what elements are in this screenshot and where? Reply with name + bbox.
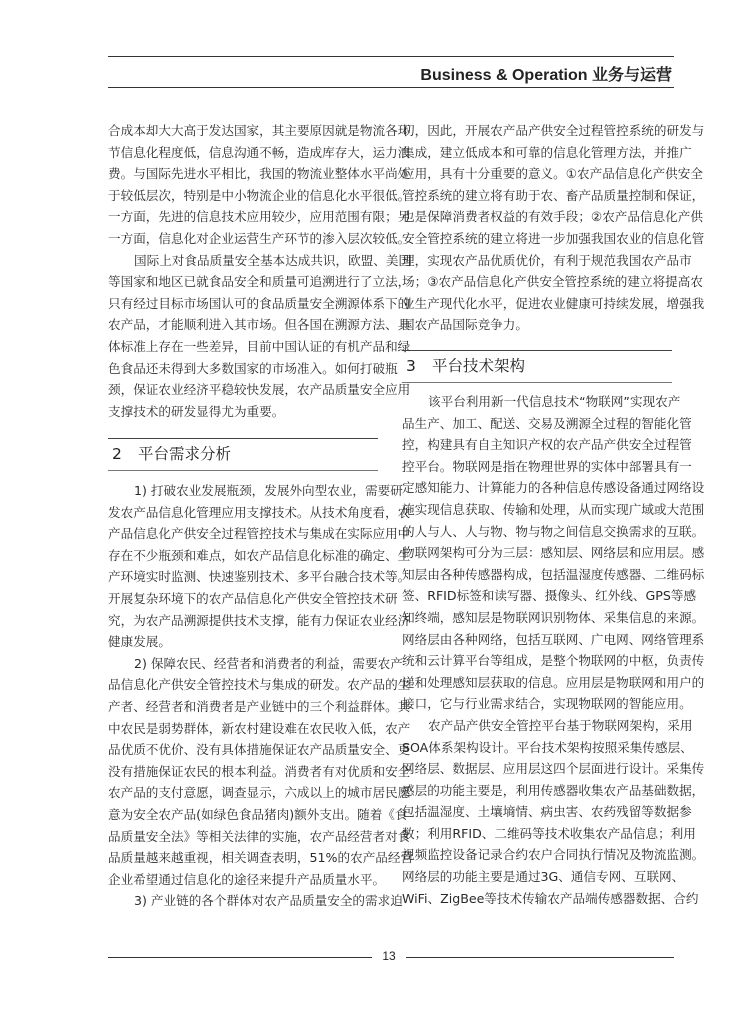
- right-column-section-body: [402, 391, 705, 909]
- text-line: 安全管控系统的建立将进一步加强我国农业的信息化管: [402, 230, 705, 246]
- paragraph: [108, 120, 411, 250]
- paragraph: [402, 542, 705, 715]
- section-bottom-rule: [402, 382, 672, 383]
- text-line: 国际上对食品质量安全基本达成共识，欧盟、美国: [134, 252, 412, 268]
- text-line: 业生产现代化水平，促进农业健康可持续发展，增强我: [402, 295, 705, 311]
- text-line: 一方面，先进的信息技术应用较少，应用范围有限；另: [108, 209, 411, 225]
- paragraph: [402, 120, 705, 336]
- text-line: 物联网架构可分为三层：感知层、网络层和应用层。感: [402, 545, 705, 561]
- text-line: 国农产品国际竞争力。: [402, 317, 528, 333]
- text-line: 的人与人、人与物、物与物之间信息交换需求的互联。: [402, 523, 705, 539]
- footer-rule-right: [406, 957, 674, 958]
- text-line: 农产品，才能顺利进入其市场。但各国在溯源方法、具: [108, 317, 411, 333]
- text-line: 接口，它与行业需求结合，实现物联网的智能应用。: [402, 696, 692, 712]
- text-line: SOA体系架构设计。平台技术架构按照采集传感层、: [402, 739, 693, 755]
- text-line: 品生产、加工、配送、交易及溯源全过程的智能化管: [402, 415, 692, 431]
- section-heading: [402, 351, 672, 382]
- header-bottom-rule: [108, 87, 674, 88]
- section-title: 平台技术架构: [432, 357, 526, 375]
- text-line: 网络层由各种网络，包括互联网、广电网、网络管理系: [402, 631, 705, 647]
- text-line: 2) 保障农民、经营者和消费者的利益，需要农产: [134, 655, 403, 671]
- text-line: 产环境实时监测、快速鉴别技术、多平台融合技术等。: [108, 569, 411, 585]
- header-top-rule: [108, 56, 674, 57]
- text-line: WiFi、ZigBee等技术传输农产品端传感器数据、合约: [402, 890, 699, 906]
- text-line: 知层由各种传感器构成，包括温湿度传感器、二维码标: [402, 566, 705, 582]
- text-line: 只有经过目标市场国认可的食品质量安全溯源体系下的: [108, 295, 411, 311]
- text-line: 集成，建立低成本和可靠的信息化管理方法，并推广: [402, 144, 692, 160]
- text-line: 定感知能力、计算能力的各种信息传感设备通过网络设: [402, 480, 705, 496]
- page-number: 13: [382, 949, 396, 963]
- text-line: 费。与国际先进水平相比，我国的物流业整体水平尚处: [108, 166, 411, 182]
- text-line: 产品信息化产供安全过程管控技术与集成在实际应用中: [108, 526, 411, 542]
- text-line: 健康发展。: [108, 634, 171, 650]
- section-2-heading: [108, 438, 378, 471]
- text-line: 产者、经营者和消费者是产业链中的三个利益群体。其: [108, 698, 411, 714]
- text-line: 意为安全农产品(如绿色食品猪肉)额外支出。随着《食: [108, 806, 408, 822]
- text-line: 开展复杂环境下的农产品信息化产供安全管控技术研: [108, 590, 398, 606]
- text-line: 控平台。物联网是指在物理世界的实体中部署具有一: [402, 458, 692, 474]
- text-line: 没有措施保证农民的根本利益。消费者有对优质和安全: [108, 763, 411, 779]
- text-line: 色食品还未得到大多数国家的市场准入。如何打破瓶: [108, 360, 398, 376]
- text-line: 中农民是弱势群体，新农村建设难在农民收入低，农产: [108, 720, 411, 736]
- text-line: 农产品的支付意愿，调查显示，六成以上的城市居民愿: [108, 785, 411, 801]
- text-line: 于较低层次，特别是中小物流企业的信息化水平很低。: [108, 187, 411, 203]
- text-line: 品质量越来越重视，相关调查表明，51%的农产品经营: [108, 850, 414, 866]
- text-line: 究，为农产品溯源提供技术支撑，能有力保证农业经济: [108, 612, 411, 628]
- paragraph: [108, 890, 403, 912]
- text-line: 节信息化程度低，信息沟通不畅，造成库存大，运力浪: [108, 144, 411, 160]
- footer-rule-left: [108, 957, 372, 958]
- paragraph: [402, 391, 705, 542]
- text-line: 体标准上存在一些差异，目前中国认证的有机产品和绿: [108, 338, 411, 354]
- text-line: 统和云计算平台等组成，是整个物联网的中枢，负责传: [402, 653, 705, 669]
- text-line: 视频监控设备记录合约农户合同执行情况及物流监测。: [402, 847, 705, 863]
- text-line: 一方面，信息化对企业运营生产环节的渗入层次较低。: [108, 230, 411, 246]
- text-line: 农产品产供安全管控平台基于物联网架构，采用: [428, 717, 693, 733]
- text-line: 管控系统的建立将有助于农、畜产品质量控制和保证，: [402, 187, 705, 203]
- text-line: 合成本却大大高于发达国家，其主要原因就是物流各环: [108, 123, 411, 138]
- text-line: 控，构建具有自主知识产权的农产品产供安全过程管: [402, 437, 692, 453]
- text-line: 支撑技术的研发显得尤为重要。: [108, 403, 285, 419]
- text-line: 存在不少瓶颈和难点，如农产品信息化标准的确定、生: [108, 547, 411, 563]
- text-line: 切，因此，开展农产品产供安全过程管控系统的研发与: [402, 123, 705, 138]
- text-line: 施实现信息获取、传输和处理，从而实现广域或大范围: [402, 501, 705, 517]
- text-line: 颈，保证农业经济平稳较快发展，农产品质量安全应用: [108, 382, 411, 398]
- text-line: 签、RFID标签和读写器、摄像头、红外线、GPS等感: [402, 588, 697, 604]
- text-line: 该平台利用新一代信息技术“物联网”实现农产: [428, 394, 681, 409]
- text-line: 应用，具有十分重要的意义。①农产品信息化产供安全: [402, 166, 703, 182]
- text-line: 包括温湿度、土壤墒情、病虫害、农药残留等数据参: [402, 804, 692, 820]
- left-column-intro: [108, 120, 412, 422]
- section-bottom-rule: [108, 470, 378, 471]
- text-line: 理，实现农产品优质优价，有利于规范我国农产品市: [402, 252, 692, 268]
- running-header-title: Business & Operation 业务与运营: [420, 67, 672, 84]
- section-title: 平台需求分析: [138, 445, 232, 463]
- text-line: 感层的功能主要是，利用传感器收集农产品基础数据，: [402, 782, 705, 798]
- text-line: 1) 打破农业发展瓶颈，发展外向型农业，需要研: [134, 483, 403, 498]
- text-line: 品信息化产供安全管控技术与集成的研发。农产品的生: [108, 677, 411, 693]
- text-line: 等国家和地区已就食品安全和质量可追溯进行了立法，: [108, 274, 411, 290]
- text-line: 品质量安全法》等相关法律的实施，农产品经营者对食: [108, 828, 411, 844]
- text-line: 发农产品信息化管理应用支撑技术。从技术角度看，农: [108, 504, 411, 520]
- paragraph: [108, 653, 414, 891]
- section-number: 2: [112, 445, 122, 463]
- left-column-section-body: [108, 480, 414, 912]
- text-line: 数；利用RFID、二维码等技术收集农产品信息；利用: [402, 825, 696, 841]
- paragraph: [402, 715, 705, 909]
- text-line: 3) 产业链的各个群体对农产品质量安全的需求迫: [134, 893, 403, 909]
- text-line: 也是保障消费者权益的有效手段；②农产品信息化产供: [402, 209, 703, 225]
- text-line: 企业希望通过信息化的途径来提升产品质量水平。: [108, 871, 386, 887]
- section-3-heading: [402, 350, 672, 383]
- text-line: 网络层的功能主要是通过3G、通信专网、互联网、: [402, 869, 685, 885]
- text-line: 品优质不优价、没有具体措施保证农产品质量安全、更: [108, 742, 411, 758]
- right-column-intro: [402, 120, 705, 336]
- text-line: 知终端，感知层是物联网识别物体、采集信息的来源。: [402, 609, 705, 625]
- paragraph: [108, 250, 412, 423]
- section-heading: [108, 439, 378, 470]
- text-line: 网络层、数据层、应用层这四个层面进行设计。采集传: [402, 761, 705, 777]
- paragraph: [108, 480, 411, 653]
- text-line: 场；③农产品信息化产供安全管控系统的建立将提高农: [402, 274, 703, 290]
- text-line: 递和处理感知层获取的信息。应用层是物联网和用户的: [402, 674, 705, 690]
- section-number: 3: [406, 357, 416, 375]
